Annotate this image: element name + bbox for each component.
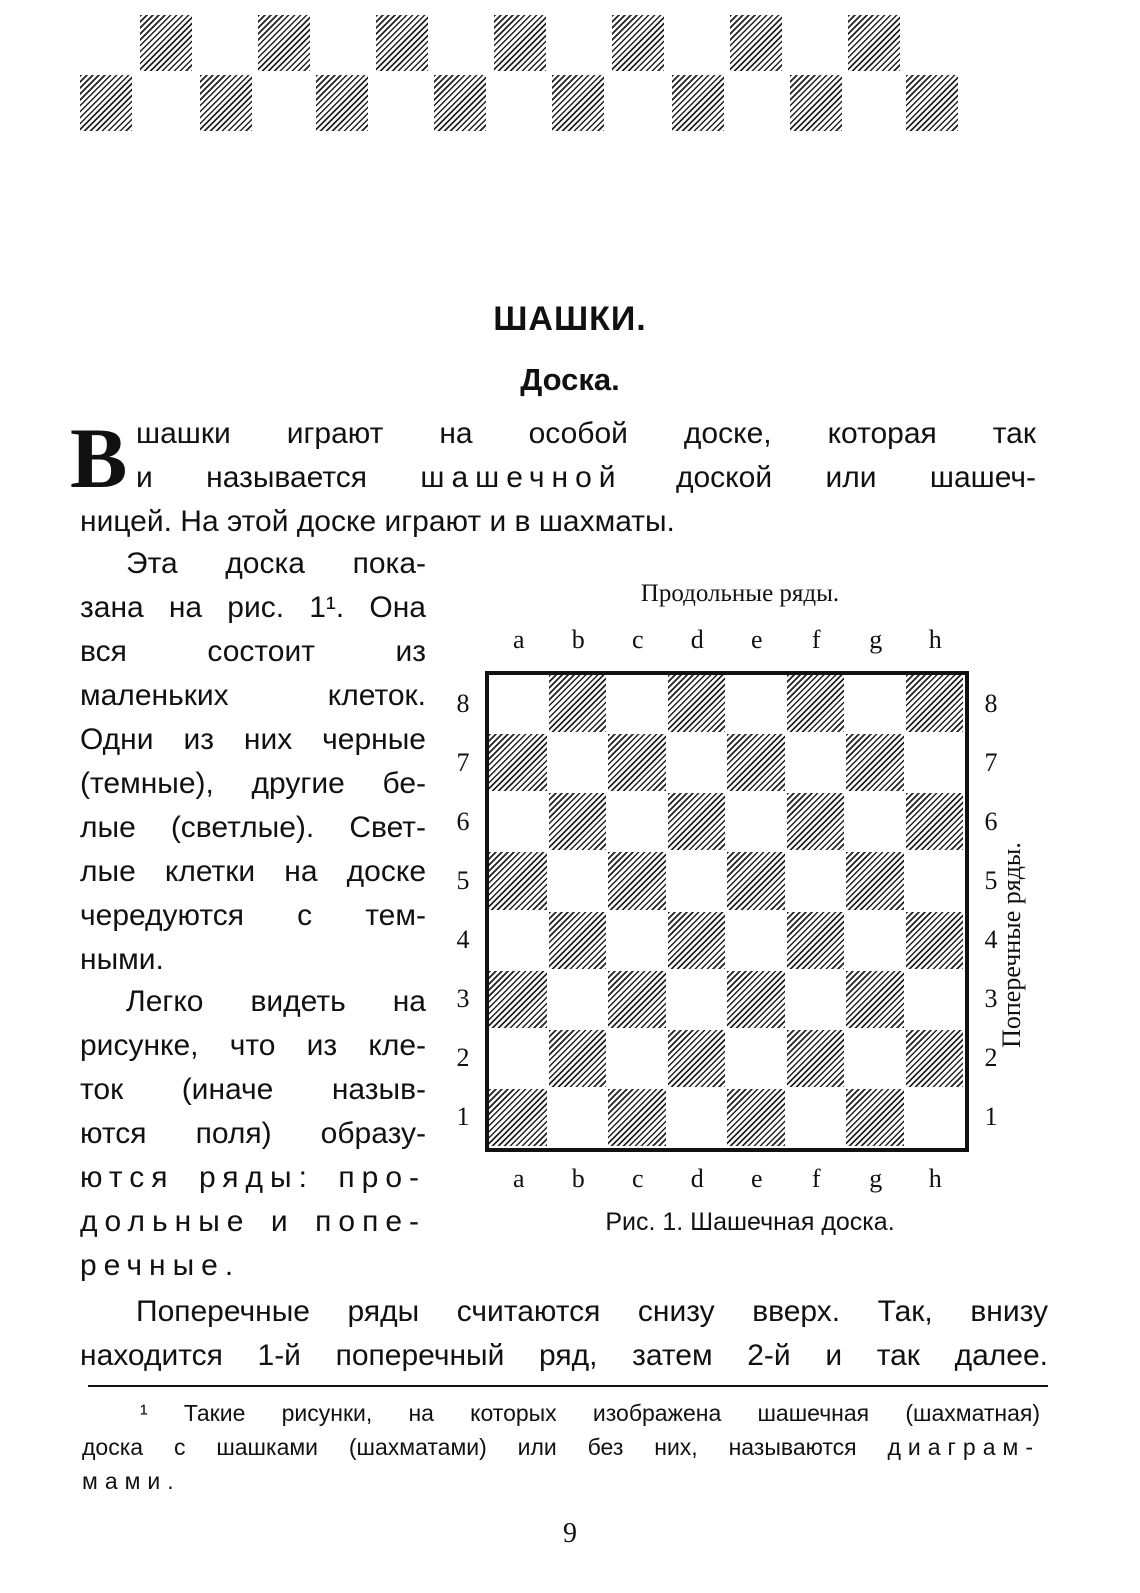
file-label: a: [512, 1164, 525, 1193]
para3-line: ются поля) образу-: [80, 1117, 426, 1150]
ornament-square: [258, 15, 310, 71]
rank-label: 6: [456, 806, 470, 836]
dark-square: [787, 1030, 845, 1087]
para3-line: ются ряды: про-: [80, 1161, 426, 1194]
file-label: b: [571, 625, 585, 654]
para2-line: маленьких клеток.: [80, 679, 426, 712]
file-label: h: [928, 1164, 942, 1193]
para1-line3: ницей. На этой доске играют и в шахматы.: [80, 505, 675, 538]
para1-line2: [136, 456, 1036, 500]
para2-line: лые клетки на доске: [80, 855, 426, 888]
para1-line1: шашки играют на особой доске, которая так: [136, 417, 1036, 450]
dark-square: [668, 675, 726, 732]
dark-square: [727, 971, 785, 1028]
file-label: c: [631, 625, 644, 654]
dark-square: [608, 734, 666, 791]
dark-square: [489, 1089, 547, 1146]
para2-line: вся состоит из: [80, 635, 426, 668]
file-label: e: [750, 625, 763, 654]
ornament-square: [612, 15, 664, 71]
ornament-square: [434, 75, 486, 131]
ornament-square: [552, 75, 604, 131]
file-label: e: [750, 1164, 763, 1193]
dark-square: [489, 734, 547, 791]
file-label: d: [690, 1164, 704, 1193]
ornament-square: [376, 15, 428, 71]
footnote-line2-spaced: диаграм-: [887, 1434, 1040, 1460]
dark-square: [668, 912, 726, 969]
dark-square: [906, 675, 964, 732]
rank-label: 8: [984, 688, 998, 718]
dark-square: [549, 675, 607, 732]
dark-square: [787, 793, 845, 850]
figure-caption: Рис. 1. Шашечная доска.: [605, 1208, 895, 1236]
ornament-square: [848, 15, 900, 71]
dark-square: [489, 852, 547, 909]
para3-line: дольные и попе-: [80, 1205, 426, 1238]
ornament-square: [906, 75, 958, 131]
file-label: a: [512, 625, 525, 654]
rank-label: 4: [456, 925, 470, 955]
para1-line2-a: и называется: [136, 461, 368, 494]
dark-square: [846, 971, 904, 1028]
file-label: b: [571, 1164, 585, 1193]
para4-line2: находится 1-й поперечный ряд, затем 2-й и так далее.: [80, 1339, 1048, 1372]
dark-square: [846, 1089, 904, 1146]
dark-square: [906, 793, 964, 850]
dark-square: [846, 734, 904, 791]
ornament-square: [200, 75, 252, 131]
dark-square: [906, 912, 964, 969]
dark-square: [549, 912, 607, 969]
ornament-square: [790, 75, 842, 131]
para3-line: речные.: [80, 1249, 241, 1282]
para3-line: рисунке, что из кле-: [80, 1029, 426, 1062]
figure-top-label: Продольные ряды.: [640, 580, 840, 607]
dark-square: [668, 793, 726, 850]
dark-square: [608, 1089, 666, 1146]
rank-label: 1: [456, 1102, 470, 1132]
footnote-line2: [82, 1430, 1040, 1464]
rank-label: 2: [984, 1043, 998, 1073]
para2-line: ными.: [80, 943, 164, 976]
rank-label: 2: [456, 1043, 470, 1073]
rank-label: 5: [456, 865, 470, 895]
section-title: Доска.: [520, 362, 620, 397]
para4-line1: Поперечные ряды считаются снизу вверх. Так, внизу: [136, 1295, 1048, 1328]
ornament-square: [672, 75, 724, 131]
para3-line: Легко видеть на: [126, 985, 426, 1018]
para1-line2-spaced: шашечной: [420, 461, 623, 494]
para1-line2-c: доской или шашеч-: [675, 461, 1037, 494]
rank-label: 7: [984, 747, 998, 777]
ornament-square: [80, 75, 132, 131]
file-label: h: [928, 625, 942, 654]
dark-square: [489, 971, 547, 1028]
dark-square: [727, 1089, 785, 1146]
rank-label: 4: [984, 925, 998, 955]
dark-square: [608, 852, 666, 909]
para2-line: лые (светлые). Свет-: [80, 811, 426, 844]
para2-line: зана на рис. 1¹. Она: [80, 591, 426, 624]
ornament-square: [730, 15, 782, 71]
chapter-title: ШАШКИ.: [493, 300, 647, 338]
ornament-square: [140, 15, 192, 71]
rank-label: 3: [456, 984, 470, 1014]
rank-label: 7: [456, 747, 470, 777]
para3-line: ток (иначе назыв-: [80, 1073, 426, 1106]
ornament-square: [316, 75, 368, 131]
drop-cap: В: [70, 410, 128, 506]
file-label: f: [811, 625, 821, 654]
dark-square: [549, 793, 607, 850]
rank-label: 5: [984, 865, 998, 895]
file-label: c: [631, 1164, 644, 1193]
footnote-rule: [88, 1385, 1048, 1387]
file-label: g: [869, 1164, 883, 1193]
footnote-line3: мами.: [82, 1468, 181, 1494]
dark-square: [727, 852, 785, 909]
rank-label: 6: [984, 806, 998, 836]
dark-square: [727, 734, 785, 791]
dark-square: [668, 1030, 726, 1087]
page-number: 9: [563, 1518, 577, 1549]
rank-label: 1: [984, 1102, 998, 1132]
checkerboard: [485, 671, 969, 1152]
checker-ornament: [80, 15, 960, 133]
para2-line: (темные), другие бе-: [80, 767, 426, 800]
rank-label: 3: [984, 984, 998, 1014]
dark-square: [549, 1030, 607, 1087]
para2-line: чередуются с тем-: [80, 899, 426, 932]
file-label: d: [690, 625, 704, 654]
para2-line: Одни из них черные: [80, 723, 426, 756]
dark-square: [787, 912, 845, 969]
dark-square: [787, 675, 845, 732]
para2-line: Эта доска пока-: [126, 547, 426, 580]
footnote-line2-a: доска с шашками (шахматами) или без них, называются: [82, 1434, 857, 1460]
dark-square: [846, 852, 904, 909]
footnote-line1: ¹ Такие рисунки, на которых изображена шашечная (шахматная): [140, 1400, 1040, 1426]
dark-square: [608, 971, 666, 1028]
dark-square: [906, 1030, 964, 1087]
figure-side-label: Поперечные ряды.: [997, 842, 1026, 1048]
file-label: f: [811, 1164, 821, 1193]
rank-label: 8: [456, 688, 470, 718]
file-label: g: [869, 625, 883, 654]
ornament-square: [494, 15, 546, 71]
